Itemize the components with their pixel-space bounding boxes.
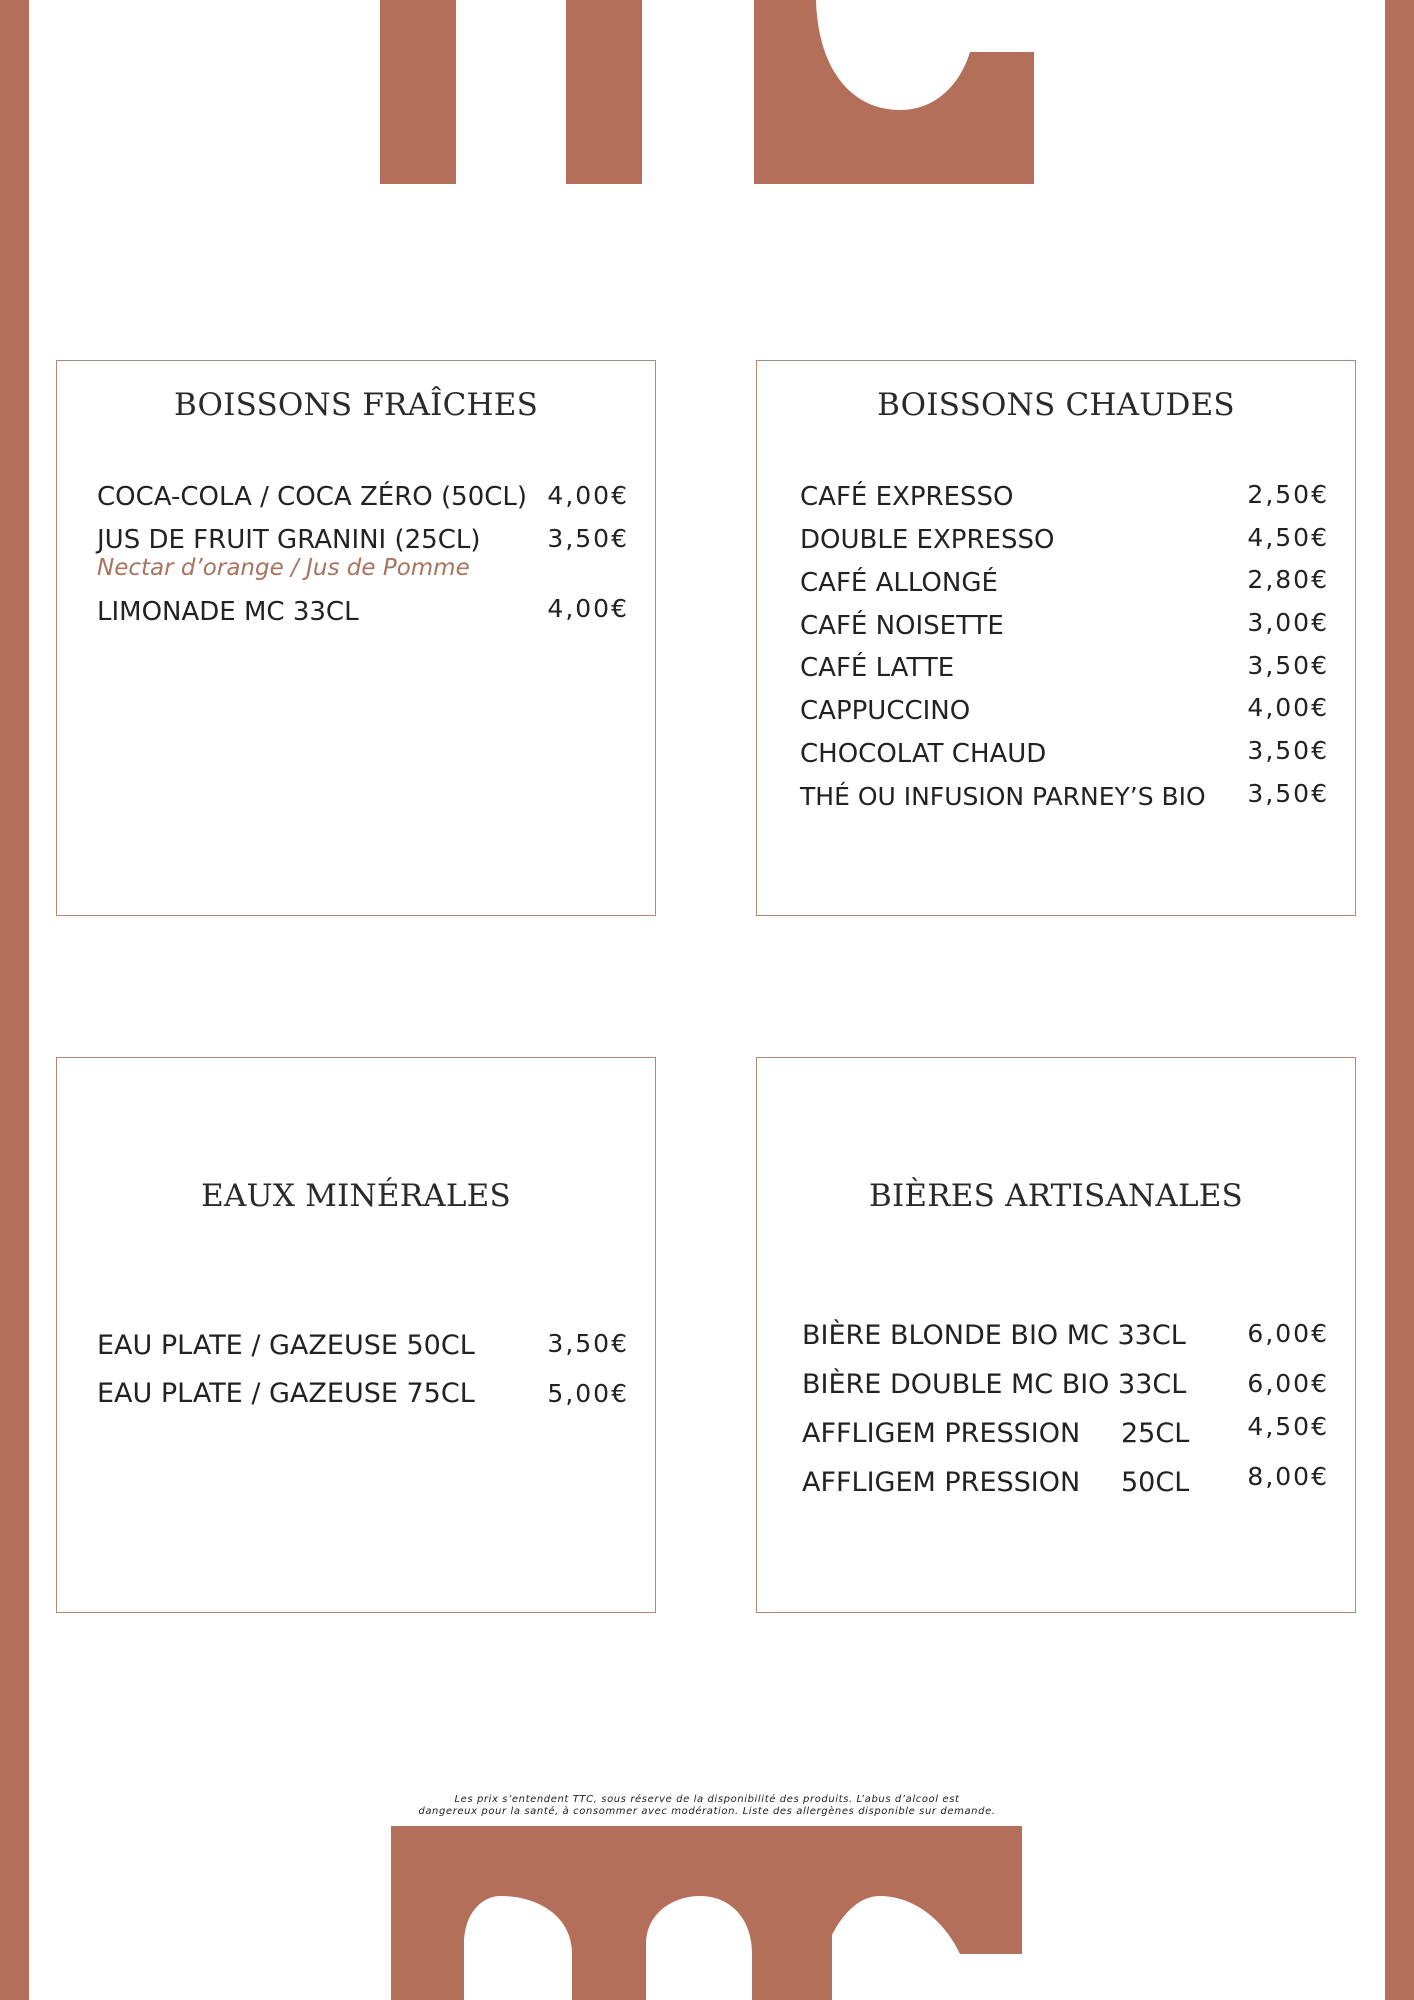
menu-item-description: Nectar d’orange / Jus de Pomme [97, 555, 470, 581]
menu-item-size: 50CL [1121, 1467, 1190, 1498]
menu-item-price: 3,50€ [1247, 736, 1329, 765]
menu-item-name: DOUBLE EXPRESSO [800, 525, 1055, 555]
menu-item-name: CAFÉ ALLONGÉ [800, 568, 998, 598]
section-title: BOISSONS CHAUDES [877, 387, 1235, 423]
menu-item-price: 3,50€ [1247, 779, 1329, 808]
menu-item-name: COCA-COLA / COCA ZÉRO (50CL) [97, 482, 528, 512]
menu-item-price: 4,00€ [1247, 693, 1329, 722]
menu-item-name: AFFLIGEM PRESSION [802, 1467, 1081, 1498]
menu-item-name: BIÈRE BLONDE BIO MC 33CL [802, 1320, 1186, 1351]
menu-item-name: BIÈRE DOUBLE MC BIO 33CL [802, 1369, 1187, 1400]
left-accent-bar [0, 0, 29, 2000]
menu-item-price: 4,50€ [1247, 1412, 1329, 1441]
menu-item-name: CAPPUCCINO [800, 696, 971, 726]
menu-item-price: 3,50€ [1247, 651, 1329, 680]
menu-item-name: LIMONADE MC 33CL [97, 597, 359, 627]
menu-item-name: CAFÉ LATTE [800, 653, 955, 683]
logo-top-stem-2 [566, 0, 642, 184]
menu-item-name: CAFÉ EXPRESSO [800, 482, 1014, 512]
logo-top-mark [0, 0, 1414, 184]
panel-eaux-minerales [56, 1057, 656, 1613]
menu-item-name: AFFLIGEM PRESSION [802, 1418, 1081, 1449]
menu-item-price: 4,00€ [547, 481, 629, 510]
legal-footnote-line-1: Les prix s’entendent TTC, sous réserve de la disponibilité des produits. L’abus d’alcool est [454, 1794, 960, 1805]
logo-top-stem-1 [380, 0, 456, 184]
menu-item-price: 8,00€ [1247, 1462, 1329, 1491]
menu-item-price: 4,00€ [547, 594, 629, 623]
menu-item-name: EAU PLATE / GAZEUSE 75CL [97, 1378, 475, 1409]
logo-bottom-c [812, 1826, 1022, 2000]
menu-item-price: 2,80€ [1247, 565, 1329, 594]
menu-item-price: 4,50€ [1247, 523, 1329, 552]
menu-item-price: 6,00€ [1247, 1369, 1329, 1398]
menu-item-name: JUS DE FRUIT GRANINI (25CL) [97, 525, 481, 555]
menu-item-name: CAFÉ NOISETTE [800, 611, 1004, 641]
panel-bieres-artisanales [756, 1057, 1356, 1613]
section-title: EAUX MINÉRALES [201, 1178, 511, 1214]
logo-bottom-m [391, 1826, 832, 2000]
menu-item-price: 3,50€ [547, 1329, 629, 1358]
menu-item-price: 2,50€ [1247, 480, 1329, 509]
panel-boissons-fraiches [56, 360, 656, 916]
legal-footnote-line-2: dangereux pour la santé, à consommer avec modération. Liste des allergènes disponible sur demande. [418, 1806, 996, 1817]
menu-item-price: 5,00€ [547, 1379, 629, 1408]
panel-boissons-chaudes [756, 360, 1356, 916]
menu-item-price: 6,00€ [1247, 1319, 1329, 1348]
right-accent-bar [1385, 0, 1414, 2000]
menu-item-price: 3,00€ [1247, 608, 1329, 637]
legal-footnote [370, 1794, 1044, 1818]
logo-top-c [754, 0, 1034, 184]
section-title: BOISSONS FRAÎCHES [173, 387, 539, 423]
menu-item-price: 3,50€ [547, 524, 629, 553]
menu-item-name: THÉ OU INFUSION PARNEY’S BIO [800, 782, 1206, 811]
menu-item-name: EAU PLATE / GAZEUSE 50CL [97, 1330, 475, 1361]
logo-bottom-mark [0, 1826, 1414, 2000]
menu-item-name: CHOCOLAT CHAUD [800, 739, 1047, 769]
menu-item-size: 25CL [1121, 1418, 1190, 1449]
section-title: BIÈRES ARTISANALES [868, 1178, 1243, 1214]
